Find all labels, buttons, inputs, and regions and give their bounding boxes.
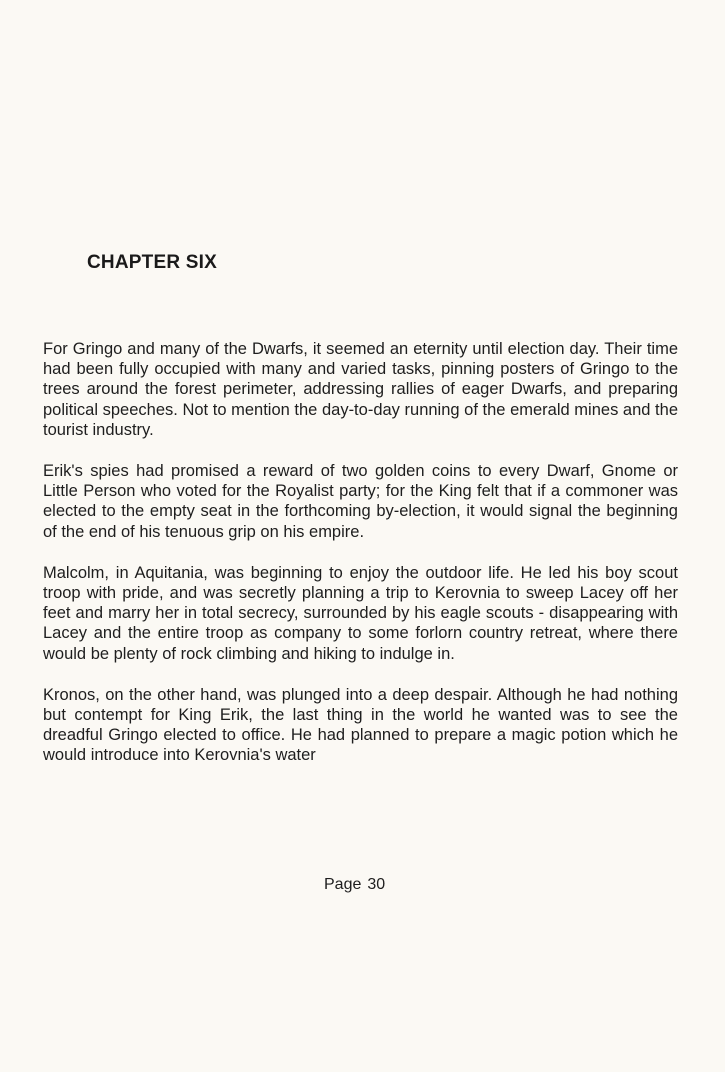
page-number	[324, 876, 385, 894]
paragraph-3: Malcolm, in Aquitania, was beginning to enjoy the outdoor life. He led his boy scout troop with pride, and was secretly planning a trip to Kerovnia to sweep Lacey off her feet and marry her in total secrecy, surrounded by his eagle scouts - disappearing with Lacey and the entire troop as company to some forlorn country retreat, where there would be plenty of rock climbing and hiking to indulge in.	[43, 563, 678, 663]
paragraph-4: Kronos, on the other hand, was plunged into a deep despair. Although he had nothing but contempt for King Erik, the last thing in the world he wanted was to see the dreadful Gringo elected to office. He had planned to prepare a magic potion which he would introduce into Kerovnia's water	[43, 685, 678, 765]
page-label: Page	[324, 876, 362, 893]
body-text	[43, 339, 678, 787]
paragraph-2: Erik's spies had promised a reward of two golden coins to every Dwarf, Gnome or Little Person who voted for the Royalist party; for the King felt that if a commoner was elected to the empty seat in the forthcoming by-election, it would signal the beginning of the end of his tenuous grip on his empire.	[43, 462, 678, 541]
chapter-title: CHAPTER SIX	[87, 252, 217, 273]
page-number-value: 30	[367, 876, 386, 893]
paragraph-1: For Gringo and many of the Dwarfs, it seemed an eternity until election day. Their time had been fully occupied with many and varied tasks, pinning posters of Gringo to the trees around the forest perimeter, addressing rallies of eager Dwarfs, and preparing political speeches. Not to mention the day-to-day running of the emerald mines and the tourist industry.	[43, 340, 678, 439]
